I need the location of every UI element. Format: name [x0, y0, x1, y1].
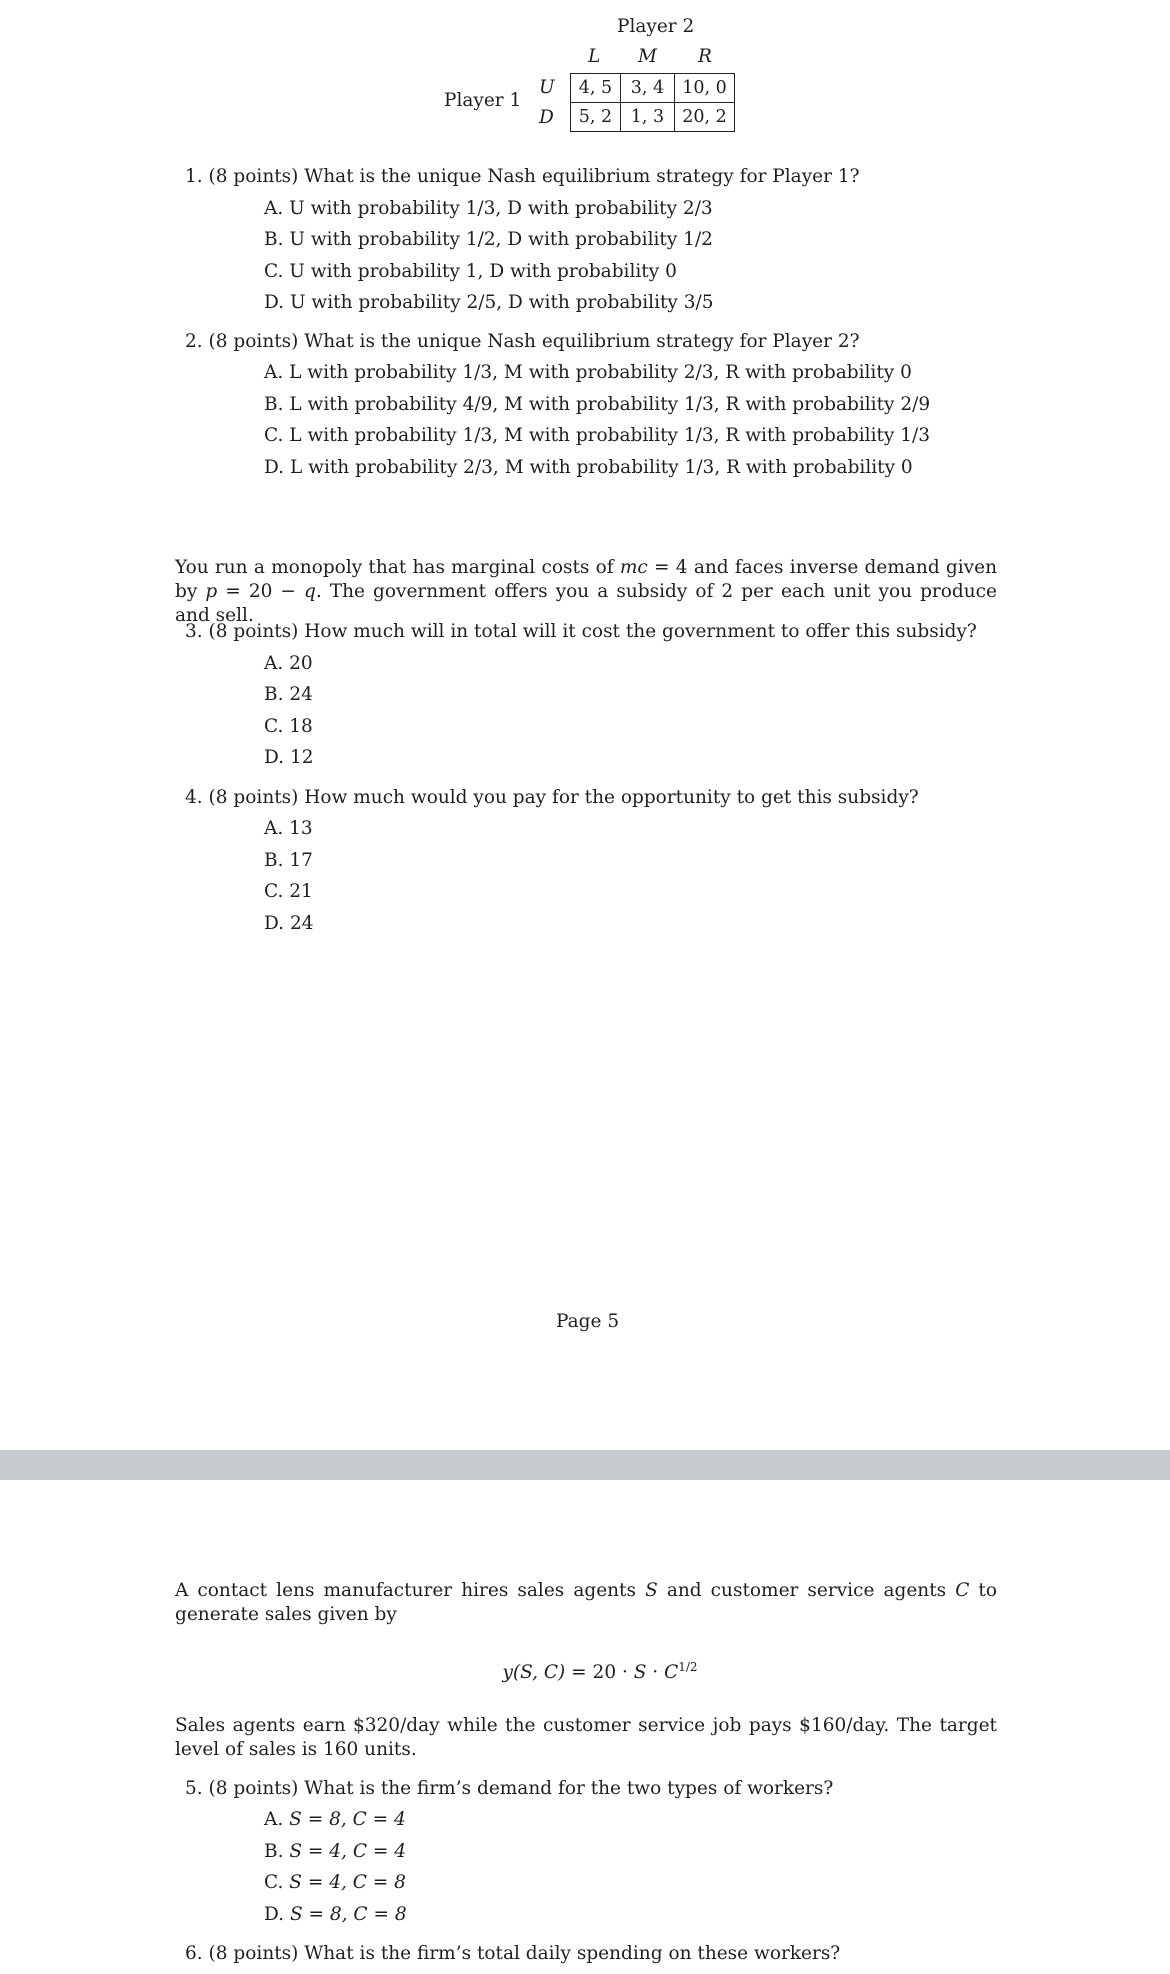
- option-text: S = 8, C = 8: [289, 1904, 407, 1925]
- option-letter: A.: [264, 362, 284, 383]
- question-3: [185, 621, 977, 642]
- column-label-R: R: [698, 46, 712, 67]
- payoff-cell-DM: 1, 3: [621, 103, 675, 132]
- option-letter: B.: [264, 850, 284, 871]
- option-letter: D.: [264, 292, 285, 313]
- production-formula: [0, 1660, 1170, 1683]
- option-text: 21: [289, 881, 313, 902]
- payoff-cell-UR: 10, 0: [675, 74, 735, 103]
- column-label-L: L: [588, 46, 601, 67]
- option-text: 12: [289, 747, 314, 768]
- option-4d[interactable]: [264, 913, 314, 934]
- option-3c[interactable]: [264, 716, 313, 737]
- question-5: [185, 1778, 833, 1799]
- question-text: (8 points) What is the unique Nash equilibrium strategy for Player 1?: [208, 166, 860, 187]
- option-letter: A.: [264, 1809, 284, 1830]
- formula-dot: ·: [646, 1662, 665, 1684]
- player2-label: Player 2: [617, 16, 695, 37]
- math-c: C: [955, 1580, 970, 1601]
- question-number: 3.: [185, 621, 203, 642]
- question-1: [185, 166, 860, 187]
- option-text: L with probability 1/3, M with probability 2/3, R with probability 0: [289, 362, 912, 383]
- formula-exponent: 1/2: [678, 1660, 698, 1674]
- math-mc: mc: [619, 557, 648, 578]
- option-text: S = 4, C = 4: [289, 1841, 407, 1862]
- page-separator: [0, 1450, 1170, 1480]
- column-label-M: M: [638, 46, 657, 67]
- option-text: S = 8, C = 4: [289, 1809, 406, 1830]
- option-letter: B.: [264, 394, 284, 415]
- option-text: L with probability 4/9, M with probability 1/3, R with probability 2/9: [289, 394, 931, 415]
- intro-text: You run a monopoly that has marginal costs of: [175, 557, 614, 578]
- option-letter: B.: [264, 684, 284, 705]
- option-5a[interactable]: [264, 1809, 406, 1830]
- intro-text: to generate sales given by: [175, 1580, 997, 1625]
- option-text: U with probability 1/3, D with probability 2/3: [289, 198, 713, 219]
- option-3d[interactable]: [264, 747, 314, 768]
- payoff-cell-DR: 20, 2: [675, 103, 735, 132]
- option-5c[interactable]: [264, 1872, 406, 1893]
- question-number: 6.: [185, 1943, 203, 1964]
- formula-lhs: y(S, C): [502, 1662, 566, 1684]
- question-number: 5.: [185, 1778, 203, 1799]
- option-2b[interactable]: [264, 394, 930, 415]
- question-text: (8 points) How much would you pay for the opportunity to get this subsidy?: [208, 787, 919, 808]
- intro-text: A contact lens manufacturer hires sales agents: [175, 1580, 636, 1601]
- intro-text: = 4 and faces inverse demand given by: [175, 557, 997, 602]
- question-text: (8 points) What is the firm’s total daily spending on these workers?: [208, 1943, 841, 1964]
- option-letter: D.: [264, 747, 285, 768]
- row-label-D: D: [539, 107, 554, 128]
- option-text: L with probability 1/3, M with probability 1/3, R with probability 1/3: [289, 425, 931, 446]
- option-4a[interactable]: [264, 818, 313, 839]
- question-number: 4.: [185, 787, 203, 808]
- option-letter: C.: [264, 716, 284, 737]
- option-letter: B.: [264, 1841, 284, 1862]
- option-1a[interactable]: [264, 198, 713, 219]
- option-text: 24: [289, 913, 314, 934]
- formula-s: S: [633, 1662, 647, 1684]
- question-4: [185, 787, 919, 808]
- payoff-cell-UM: 3, 4: [621, 74, 675, 103]
- question-text: (8 points) What is the firm’s demand for the two types of workers?: [208, 1778, 834, 1799]
- option-letter: C.: [264, 425, 284, 446]
- option-text: U with probability 1/2, D with probability 1/2: [289, 229, 713, 250]
- question-6: [185, 1943, 840, 1964]
- option-letter: D.: [264, 457, 285, 478]
- formula-c: C: [664, 1662, 679, 1684]
- payoff-matrix: [570, 73, 735, 132]
- option-letter: A.: [264, 818, 284, 839]
- page-number: Page 5: [556, 1311, 620, 1332]
- option-text: S = 4, C = 8: [289, 1872, 406, 1893]
- option-text: L with probability 2/3, M with probability 1/3, R with probability 0: [289, 457, 913, 478]
- option-5d[interactable]: [264, 1904, 407, 1925]
- intro-text: and customer service agents: [657, 1580, 947, 1601]
- option-2a[interactable]: [264, 362, 912, 383]
- monopoly-intro: [175, 556, 997, 628]
- option-letter: D.: [264, 1904, 285, 1925]
- option-2d[interactable]: [264, 457, 913, 478]
- option-letter: A.: [264, 198, 284, 219]
- question-number: 2.: [185, 331, 203, 352]
- math-q: q: [304, 581, 316, 602]
- formula-mid: = 20 ·: [565, 1662, 634, 1684]
- math-s: S: [645, 1580, 658, 1601]
- question-text: (8 points) How much will in total will it cost the government to offer this subsidy?: [208, 621, 977, 642]
- option-4b[interactable]: [264, 850, 313, 871]
- question-text: (8 points) What is the unique Nash equilibrium strategy for Player 2?: [208, 331, 860, 352]
- math-p: p: [205, 581, 218, 602]
- option-letter: C.: [264, 1872, 284, 1893]
- option-text: 20: [289, 653, 313, 674]
- option-3a[interactable]: [264, 653, 313, 674]
- question-2: [185, 331, 860, 352]
- payoff-row-U: [571, 74, 735, 103]
- wages-text: Sales agents earn $320/day while the customer service job pays $160/day. The target level of sales is 160 units.: [175, 1715, 997, 1760]
- row-label-U: U: [539, 77, 555, 98]
- payoff-row-D: [571, 103, 735, 132]
- player1-label: Player 1: [444, 90, 522, 111]
- intro-text: = 20 −: [217, 581, 304, 602]
- option-text: 13: [289, 818, 313, 839]
- option-3b[interactable]: [264, 684, 313, 705]
- option-1d[interactable]: [264, 292, 714, 313]
- option-letter: D.: [264, 913, 285, 934]
- option-5b[interactable]: [264, 1841, 406, 1862]
- option-letter: C.: [264, 881, 284, 902]
- intro-text: . The government offers you a subsidy of 2 per each unit you produce and sell.: [175, 581, 997, 626]
- payoff-cell-DL: 5, 2: [571, 103, 621, 132]
- option-4c[interactable]: [264, 881, 313, 902]
- option-1c[interactable]: [264, 261, 677, 282]
- option-text: 17: [289, 850, 313, 871]
- option-letter: C.: [264, 261, 284, 282]
- payoff-cell-UL: 4, 5: [571, 74, 621, 103]
- option-text: 18: [289, 716, 313, 737]
- option-text: U with probability 1, D with probability 0: [289, 261, 677, 282]
- lens-intro: [175, 1579, 997, 1627]
- question-number: 1.: [185, 166, 203, 187]
- option-letter: A.: [264, 653, 284, 674]
- option-text: U with probability 2/5, D with probability 3/5: [289, 292, 714, 313]
- option-letter: B.: [264, 229, 284, 250]
- option-2c[interactable]: [264, 425, 930, 446]
- option-1b[interactable]: [264, 229, 713, 250]
- option-text: 24: [289, 684, 313, 705]
